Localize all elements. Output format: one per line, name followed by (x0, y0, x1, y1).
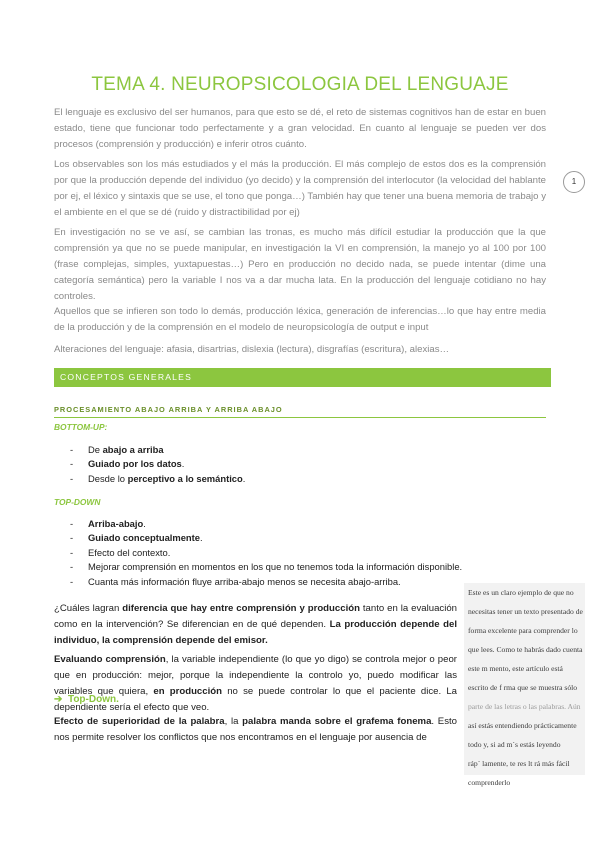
intro-paragraph-2: Los observables son los más estudiados y el más la producción. El más complejo de estos dos es la comprensión por que la producción depende del individuo (yo decido) y la comprensión del interlocutor (la velocidad del hablante por ej, el léxico y sintaxis que se use, el tono que ponga…) También hay que tener una buena memoria de trabajo y el ambiente en el que se dé (ruido y distractibilidad por ej) (54, 159, 546, 218)
list-item: - Guiado conceptualmente. (70, 531, 462, 545)
page-number-badge: 1 (563, 171, 585, 193)
list-item: - Efecto del contexto. (70, 546, 462, 560)
top-down-list (70, 517, 462, 589)
list-item: - De abajo a arriba (70, 443, 245, 457)
list-item: - Cuanta más información fluye arriba-abajo menos se necesita abajo-arriba. (70, 575, 462, 589)
scanned-text-example-image: Este es un claro ejemplo de que no necesitas tener un texto presentado de forma excelente para comprender lo que lees. Como te habrás dado cuenta este m mento, este artículo está escrito de f rma que se muestra sólo parte de las letras o las palabras. Aún así estás entendiendo prácticamente todo y, si ad m´s estás leyendo ráp´ lamente, te res lt rá más fácil comprenderlo (464, 583, 585, 775)
intro-paragraph-4: Aquellos que se infieren son todo lo demás, producción léxica, generación de inferencias…lo que hay entre media de la producción y de la comprensión en el modelo de neuropsicología de output e input (54, 306, 546, 333)
intro-paragraph-1: El lenguaje es exclusivo del ser humanos, para que esto se dé, el reto de sistemas cognitivos han de estar en buen estado, tiene que funcionar todo perfectamente y a gran velocidad. En cuanto al lenguaje se pueden ver dos procesos (comprensión y producción) e inferir otros cuánto. (54, 107, 546, 150)
top-down-heading: ➔ Top-Down. (54, 694, 119, 705)
evaluation-paragraph: Evaluando comprensión, la variable independiente (lo que yo digo) se controla mejor o peor que en producción: mejor, porque la independiente la controlo yo, puedo modificar las variables que quiera, en producción no se puede controlar lo que el paciente dice. La dependiente sería el efecto que veo. (54, 654, 458, 713)
top-down-label: TOP-DOWN (54, 497, 101, 507)
comprehension-production-paragraph: ¿Cuáles lagran diferencia que hay entre comprensión y producción tanto en la evaluación como en la intervención? Se diferencian en de qué dependen. La producción depende del individuo, la comprensión depende del emisor. (54, 603, 458, 646)
intro-paragraph-5: Alteraciones del lenguaje: afasia, disartrias, dislexia (lectura), disgrafías (escritura), alexias… (54, 344, 450, 355)
list-item: - Arriba-abajo. (70, 517, 462, 531)
subsection-divider (54, 417, 546, 418)
list-item: - Desde lo perceptivo a lo semántico. (70, 472, 245, 486)
list-item: - Mejorar comprensión en momentos en los que no tenemos toda la información disponible. (70, 560, 462, 574)
list-item: - Guiado por los datos. (70, 457, 245, 471)
section-banner: CONCEPTOS GENERALES (54, 368, 551, 387)
page-title: TEMA 4. NEUROPSICOLOGIA DEL LENGUAJE (91, 74, 509, 95)
word-superiority-paragraph: Efecto de superioridad de la palabra, la palabra manda sobre el grafema fonema. Esto nos permite resolver los conflictos que nos encontramos en el lenguaje por ausencia de (54, 716, 458, 743)
subsection-heading: PROCESAMIENTO ABAJO ARRIBA Y ARRIBA ABAJO (54, 405, 283, 414)
arrow-right-icon: ➔ (54, 694, 63, 705)
intro-paragraph-3: En investigación no se ve así, se cambian las tronas, es mucho más difícil estudiar la producción que la que comprensión ya que no se puede manipular, en investigación la VI en comprensión, la manejo yo al 100 por 100 (frase complejas, simples, yuxtapuestas…) Pero en producción no decido nada, se puede intentar (dime una categoría semántica) pero la variable I nos va a dar mucha lata. En la producción del lenguaje cotidiano no hay controles. (54, 227, 546, 302)
bottom-up-list (70, 443, 245, 486)
bottom-up-label: BOTTOM-UP: (54, 422, 108, 432)
